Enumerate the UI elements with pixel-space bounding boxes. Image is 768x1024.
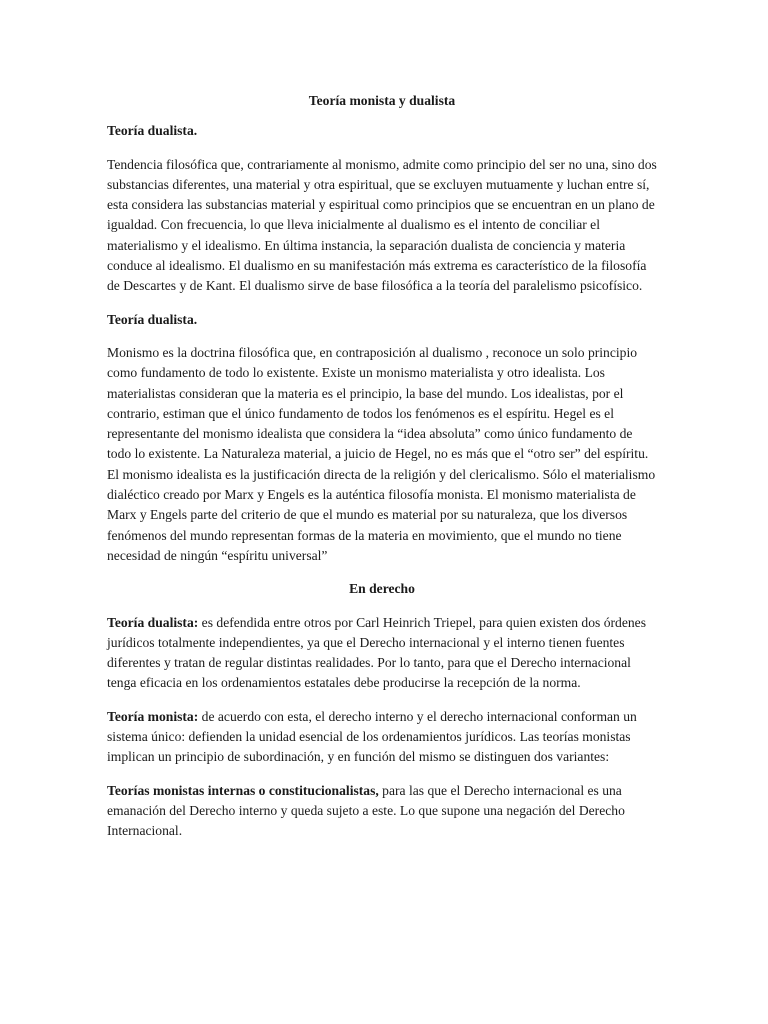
document-page: [107, 88, 657, 855]
paragraph-lead-monista: Teoría monista:: [107, 708, 199, 724]
paragraph-monistas-internas: [107, 781, 657, 842]
paragraph-lead-internas: Teorías monistas internas o constitucionalistas,: [107, 782, 379, 798]
paragraph-derecho-monista: [107, 707, 657, 768]
paragraph-derecho-dualista: [107, 613, 657, 694]
section-heading-dualista: Teoría dualista.: [107, 123, 198, 139]
document-title: Teoría monista y dualista: [308, 93, 456, 108]
paragraph-lead-dualista: Teoría dualista:: [107, 614, 199, 630]
paragraph-dualismo: Tendencia filosófica que, contrariamente al monismo, admite como principio del ser no una, sino dos substancias diferentes, una material y otra espiritual, que se excluyen mutuamente y luchan entre sí, esta considera las substancias material y espiritual como principios que se encuentran en un plano de igualdad. Con frecuencia, lo que lleva inicialmente al dualismo es el intento de conciliar el materialismo y el idealismo. En última instancia, la separación dualista de conciencia y materia conduce al idealismo. El dualismo en su manifestación más extrema es característico de la filosofía de Descartes y de Kant. El dualismo sirve de base filosófica a la teoría del paralelismo psicofísico.: [107, 156, 657, 294]
section-heading-monismo: Teoría dualista.: [107, 311, 198, 327]
paragraph-body-dualista: es defendida entre otros por Carl Heinrich Triepel, para quien existen dos órdenes jurídicos totalmente independientes, ya que el Derecho internacional y el interno tienen fuentes diferentes y tratan de regular distintas realidades. Por lo tanto, para que el Derecho internacional tenga eficacia en los ordenamientos estatales debe producirse la recepción de la norma.: [107, 614, 646, 691]
paragraph-body-internas: para las que el Derecho internacional es una emanación del Derecho interno y queda sujeto a este. Lo que supone una negación del Derecho Internacional.: [107, 782, 625, 839]
section-heading-derecho: En derecho: [349, 581, 415, 597]
paragraph-body-monista: de acuerdo con esta, el derecho interno y el derecho internacional conforman un sistema único: defienden la unidad esencial de los ordenamientos jurídicos. Las teorías monistas implican un principio de subordinación, y en función del mismo se distinguen dos variantes:: [107, 708, 637, 765]
paragraph-monismo: Monismo es la doctrina filosófica que, en contraposición al dualismo , reconoce un solo principio como fundamento de todo lo existente. Existe un monismo materialista y otro idealista. Los materialistas consideran que la materia es el principio, la base del mundo. Los idealistas, por el contrario, estiman que el único fundamento de todos los fenómenos es el espíritu. Hegel es el representante del monismo idealista que considera la “idea absoluta” como único fundamento de todo lo existente. La Naturaleza material, a juicio de Hegel, no es más que el “otro ser” del espíritu. El monismo idealista es la justificación directa de la religión y del clericalismo. Sólo el materialismo dialéctico creado por Marx y Engels es la auténtica filosofía monista. El monismo materialista de Marx y Engels parte del criterio de que el mundo es material por su naturaleza, que los diversos fenómenos del mundo representan formas de la materia en movimiento, que el mundo no tiene necesidad de ningún “espíritu universal”: [107, 344, 656, 563]
